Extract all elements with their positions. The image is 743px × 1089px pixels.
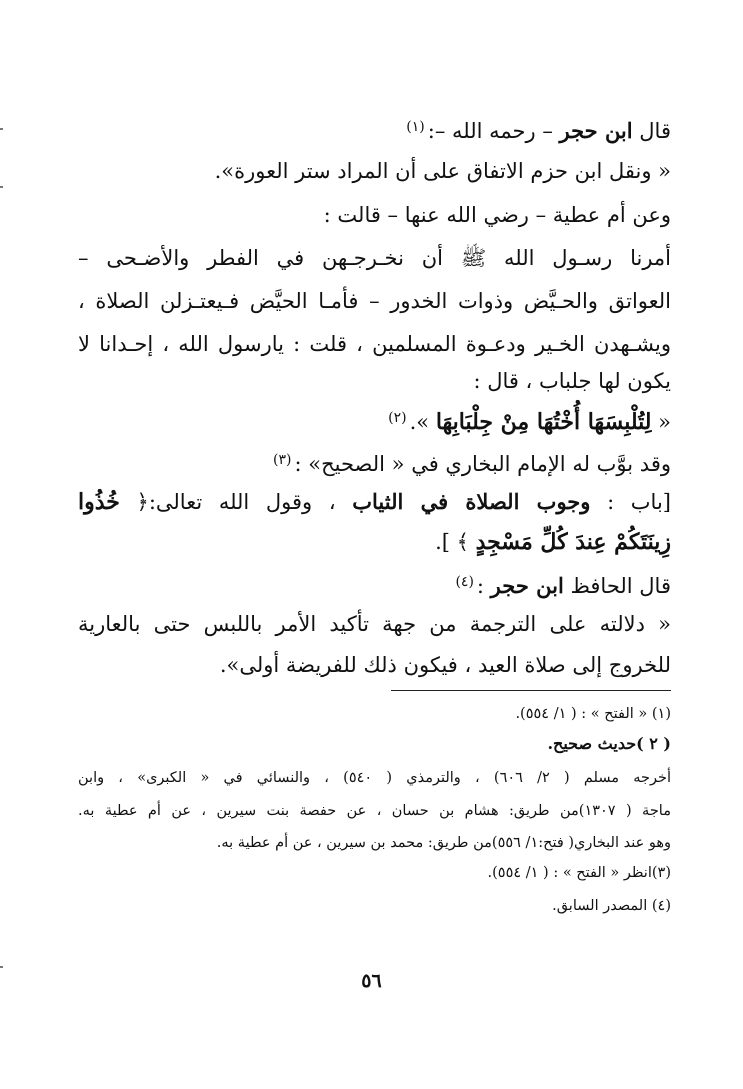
footnote-2-line-3: وهو عند البخاري( فتح:١/ ٥٥٦)من طريق: محمد بن سيرين ، عن أم عطية به. bbox=[216, 835, 671, 851]
scholar-name-2: ابن حجر bbox=[490, 573, 564, 598]
body-line-14: للخروج إلى صلاة العيد ، فيكون ذلك للفريضة أولى». bbox=[219, 653, 671, 677]
body-line-13: « دلالته على الترجمة من جهة تأكيد الأمر باللبس حتى بالعارية bbox=[78, 612, 671, 636]
hadith-line: « لِتُلْبِسَهَا أُخْتُهَا مِنْ جِلْبَابِهَا ».$^{(٢)}$ bbox=[388, 409, 671, 435]
body-line-5: العواتق والحـيَّض وذوات الخدور – فأمـا الحيَّض فـيعتـزلن الصلاة ، bbox=[78, 289, 671, 313]
body-line-3: وعن أم عطية – رضي الله عنها – قالت : bbox=[323, 203, 671, 227]
footnote-2-line-2: ماجة ( ١٣٠٧)من طريق: هشام بن حسان ، عن حفصة بنت سيرين ، عن أم عطية به. bbox=[78, 803, 671, 819]
chapter-line-1: [باب : وجوب الصلاة في الثياب ، وقول الله تعالى:﴿ خُذُوا bbox=[78, 489, 671, 515]
footnote-3: (٣)انظر « الفتح » : ( ١/ ٥٥٤). bbox=[487, 865, 671, 881]
scholar-name: ابن حجر bbox=[559, 118, 633, 143]
chapter-title: وجوب الصلاة في الثياب bbox=[352, 489, 591, 514]
verse-text-end: زِينَتَكُمْ عِندَ كُلِّ مَسْجِدٍ bbox=[475, 529, 671, 555]
footnote-separator bbox=[391, 690, 671, 691]
body-line-6: ويشـهدن الخـير ودعـوة المسلمين ، قلت : يارسول الله ، إحـدانا لا bbox=[78, 332, 671, 356]
page-number: ٥٦ bbox=[361, 970, 382, 992]
footnote-1: (١) « الفتح » : ( ١/ ٥٥٤). bbox=[515, 706, 671, 722]
verse-text-start: خُذُوا bbox=[78, 489, 120, 515]
scan-edge-mark bbox=[0, 966, 3, 968]
chapter-line-2: زِينَتَكُمْ عِندَ كُلِّ مَسْجِدٍ ﴾ ]. bbox=[435, 529, 671, 555]
scan-edge-mark bbox=[0, 128, 3, 130]
body-line-1: قال ابن حجر – رحمه الله –:$^{(١)}$ bbox=[406, 118, 671, 143]
body-line-4: أمرنا رسـول الله ﷺ أن نخـرجـهن في الفطر والأضـحى – bbox=[78, 246, 671, 270]
scan-edge-mark bbox=[0, 186, 3, 188]
footnote-2: ( ٢ )حديث صحيح. bbox=[547, 734, 671, 753]
hadith-text: لِتُلْبِسَهَا أُخْتُهَا مِنْ جِلْبَابِهَا bbox=[435, 409, 652, 435]
footnote-ref-2: (٢) bbox=[388, 410, 407, 426]
body-line-12: قال الحافظ ابن حجر :$^{(٤)}$ bbox=[455, 573, 671, 598]
footnote-4: (٤) المصدر السابق. bbox=[552, 898, 671, 914]
footnote-ref-4: (٤) bbox=[455, 574, 474, 590]
hadith-grade: حديث صحيح. bbox=[547, 734, 637, 753]
body-line-2: « ونقل ابن حزم الاتفاق على أن المراد ستر العورة». bbox=[214, 159, 671, 183]
body-line-7: يكون لها جلباب ، قال : bbox=[473, 369, 671, 393]
footnote-ref-1: (١) bbox=[406, 119, 425, 135]
footnote-ref-3: (٣) bbox=[273, 452, 292, 468]
footnote-2-line-1: أخرجه مسلم ( ٢/ ٦٠٦) ، والترمذي ( ٥٤٠) ، والنسائي في « الكبرى» ، وابن bbox=[78, 770, 671, 786]
body-line-9: وقد بوَّب له الإمام البخاري في « الصحيح» :$^{(٣)}$ bbox=[273, 452, 671, 476]
